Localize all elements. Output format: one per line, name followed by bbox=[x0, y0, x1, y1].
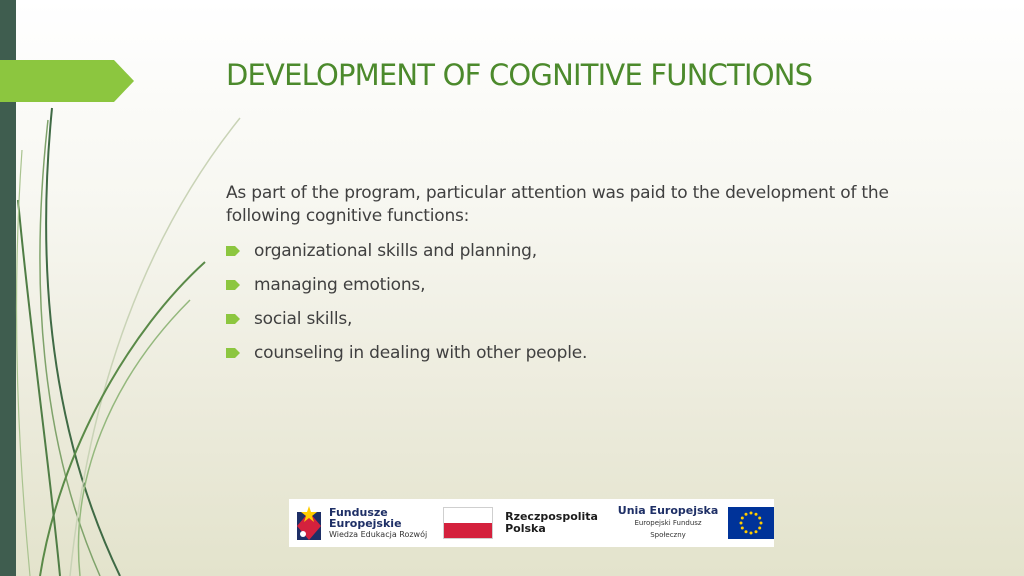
unia-line2: Europejski Fundusz Społeczny bbox=[634, 519, 702, 539]
bullet-text: counseling in dealing with other people. bbox=[254, 343, 588, 363]
list-item bbox=[226, 234, 966, 268]
fundusze-line3: Wiedza Edukacja Rozwój bbox=[329, 529, 428, 539]
arrow-bullet-icon bbox=[226, 246, 240, 256]
slide-title: DEVELOPMENT OF COGNITIVE FUNCTIONS bbox=[226, 58, 813, 92]
unia-europejska-logo bbox=[616, 505, 774, 541]
arrow-bullet-icon bbox=[226, 348, 240, 358]
bullet-text: social skills, bbox=[254, 309, 353, 329]
list-item bbox=[226, 336, 966, 370]
eu-flag-icon bbox=[728, 507, 774, 539]
unia-line1: Unia Europejska bbox=[617, 504, 719, 517]
fundusze-line1: Fundusze bbox=[329, 505, 388, 519]
polish-flag-icon bbox=[443, 507, 493, 539]
funding-logos-bar bbox=[289, 499, 774, 547]
list-item bbox=[226, 302, 966, 336]
fundusze-star-icon bbox=[293, 504, 325, 542]
arrow-bullet-icon bbox=[226, 314, 240, 324]
bullet-text: managing emotions, bbox=[254, 275, 426, 295]
fundusze-europejskie-logo bbox=[289, 504, 437, 542]
bullet-text: organizational skills and planning, bbox=[254, 241, 537, 261]
arrow-bullet-icon bbox=[226, 280, 240, 290]
fundusze-line2: Europejskie bbox=[329, 516, 402, 530]
slide-body bbox=[226, 182, 966, 370]
title-arrow-accent bbox=[0, 60, 134, 102]
rzeczpospolita-line2: Polska bbox=[505, 522, 546, 535]
rzeczpospolita-polska-logo bbox=[443, 507, 610, 539]
rzeczpospolita-line1: Rzeczpospolita bbox=[505, 510, 598, 523]
bullet-list bbox=[226, 234, 966, 370]
list-item bbox=[226, 268, 966, 302]
intro-paragraph: As part of the program, particular attention was paid to the development of the following cognitive functions: bbox=[226, 183, 889, 226]
